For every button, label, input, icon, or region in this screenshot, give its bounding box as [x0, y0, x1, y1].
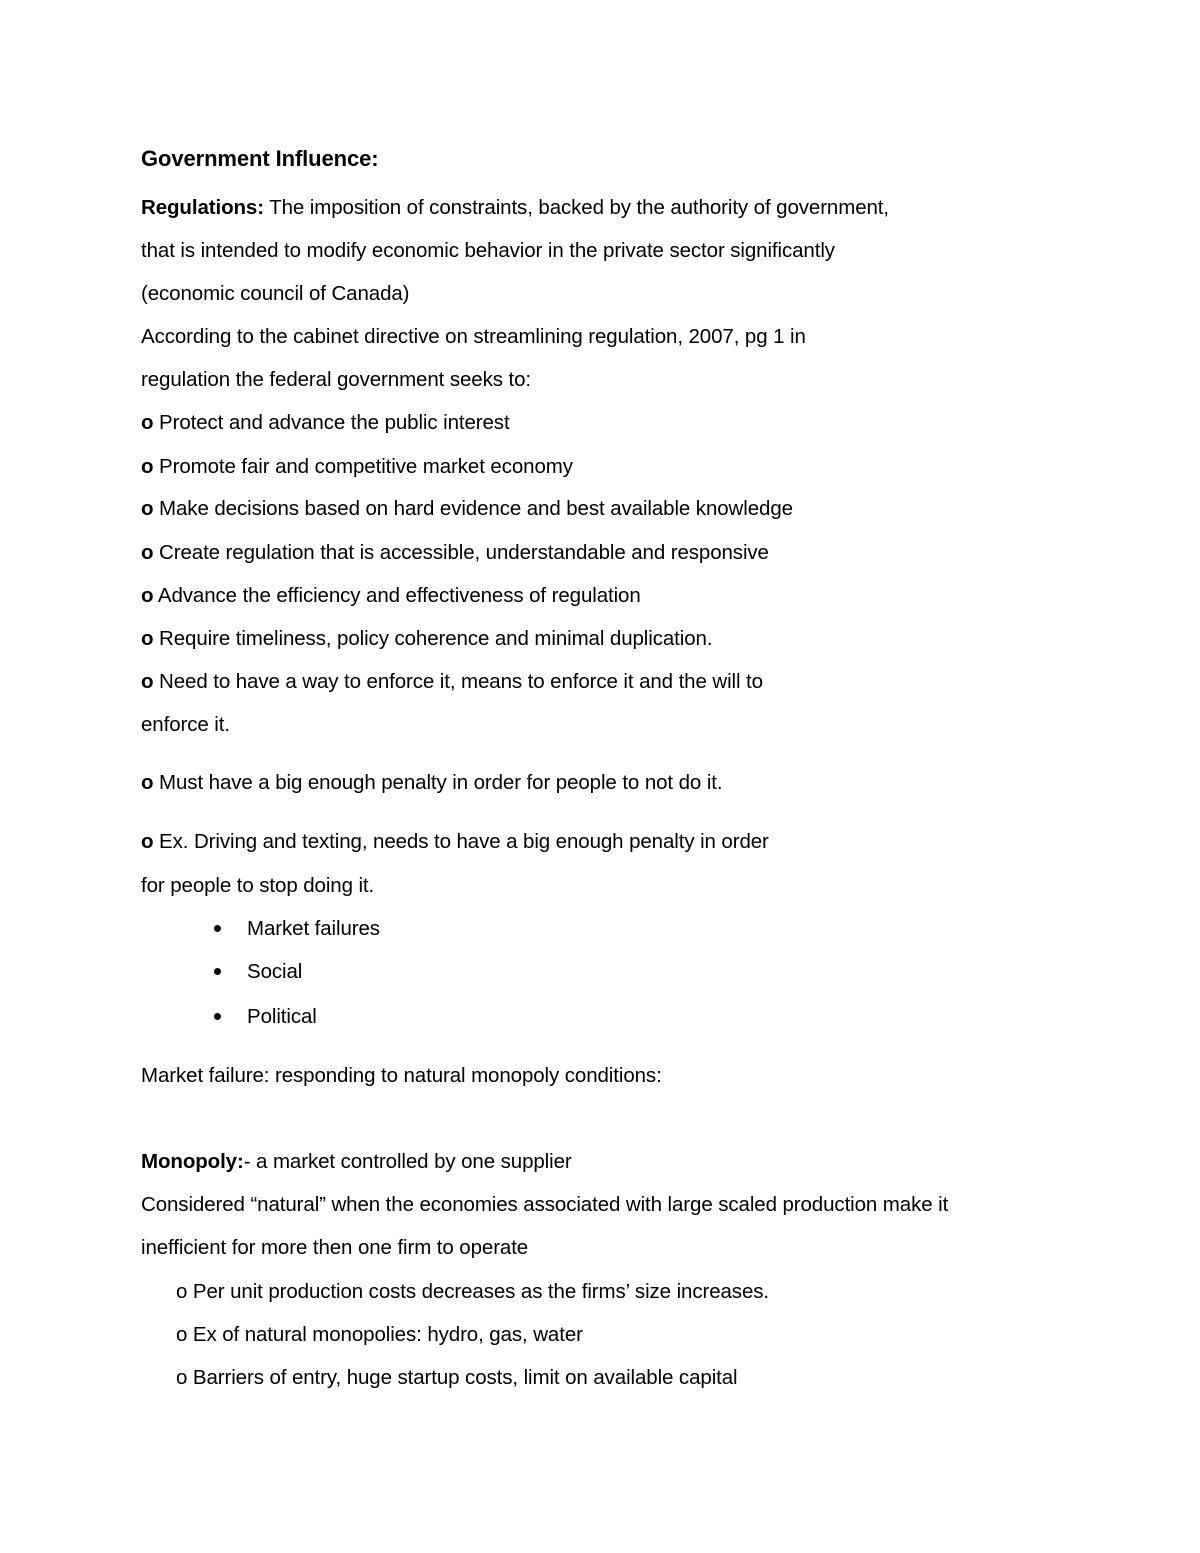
goal-text: Protect and advance the public interest: [153, 411, 510, 434]
example-continuation: for people to stop doing it.: [141, 874, 375, 897]
bullet-icon: [214, 1013, 221, 1020]
goal-item: [141, 670, 763, 694]
reason-item: Market failures: [247, 917, 380, 940]
goal-item: [141, 627, 712, 651]
regulations-definition-line-2: that is intended to modify economic behavior in the private sector significantly: [141, 239, 835, 262]
reason-item: Social: [247, 960, 303, 983]
list-marker: o: [141, 771, 154, 794]
monopoly-definition: [141, 1150, 572, 1174]
goal-item: [141, 411, 510, 435]
regulations-label: Regulations:: [141, 196, 264, 219]
reason-item: Political: [247, 1005, 317, 1028]
directive-line-1: According to the cabinet directive on streamlining regulation, 2007, pg 1 in: [141, 325, 806, 348]
natural-monopoly-line-1: Considered “natural” when the economies associated with large scaled production make it: [141, 1193, 949, 1216]
bullet-icon: [214, 968, 221, 975]
natural-monopoly-line-2: inefficient for more then one firm to operate: [141, 1236, 529, 1259]
goal-text: Make decisions based on hard evidence and best available knowledge: [153, 497, 793, 520]
goal-item: [141, 584, 641, 608]
monopoly-point: o Per unit production costs decreases as the firms’ size increases.: [176, 1280, 770, 1303]
goal-text: Need to have a way to enforce it, means to enforce it and the will to: [153, 670, 763, 693]
monopoly-point: o Ex of natural monopolies: hydro, gas, water: [176, 1323, 583, 1346]
example-text: Ex. Driving and texting, needs to have a big enough penalty in order: [153, 830, 769, 853]
goal-item: [141, 497, 793, 521]
penalty-text: Must have a big enough penalty in order for people to not do it.: [153, 771, 723, 794]
list-marker: o: [141, 670, 154, 693]
market-failure-heading: Market failure: responding to natural monopoly conditions:: [141, 1064, 662, 1087]
example-item: [141, 830, 769, 854]
list-marker: o: [141, 627, 154, 650]
goal-continuation: enforce it.: [141, 713, 230, 736]
list-marker: o: [141, 541, 154, 564]
regulations-text-1: The imposition of constraints, backed by the authority of government,: [263, 196, 890, 219]
regulations-source: (economic council of Canada): [141, 282, 410, 305]
list-marker: o: [141, 497, 154, 520]
goal-text: Require timeliness, policy coherence and minimal duplication.: [153, 627, 713, 650]
bullet-icon: [214, 925, 221, 932]
goal-item: [141, 455, 573, 479]
monopoly-point: o Barriers of entry, huge startup costs, limit on available capital: [176, 1366, 738, 1389]
list-marker: o: [141, 411, 154, 434]
list-marker: o: [141, 584, 154, 607]
goal-text: Create regulation that is accessible, understandable and responsive: [153, 541, 769, 564]
directive-line-2: regulation the federal government seeks to:: [141, 368, 531, 391]
page-title: Government Influence:: [141, 146, 379, 171]
list-marker: o: [141, 830, 154, 853]
goal-text: Advance the efficiency and effectiveness of regulation: [153, 584, 641, 607]
monopoly-label: Monopoly:: [141, 1150, 244, 1173]
regulations-definition-line-1: [141, 196, 889, 220]
penalty-item: [141, 771, 722, 795]
goal-item: [141, 541, 769, 565]
monopoly-text: - a market controlled by one supplier: [243, 1150, 572, 1173]
goal-text: Promote fair and competitive market economy: [153, 455, 573, 478]
list-marker: o: [141, 455, 154, 478]
